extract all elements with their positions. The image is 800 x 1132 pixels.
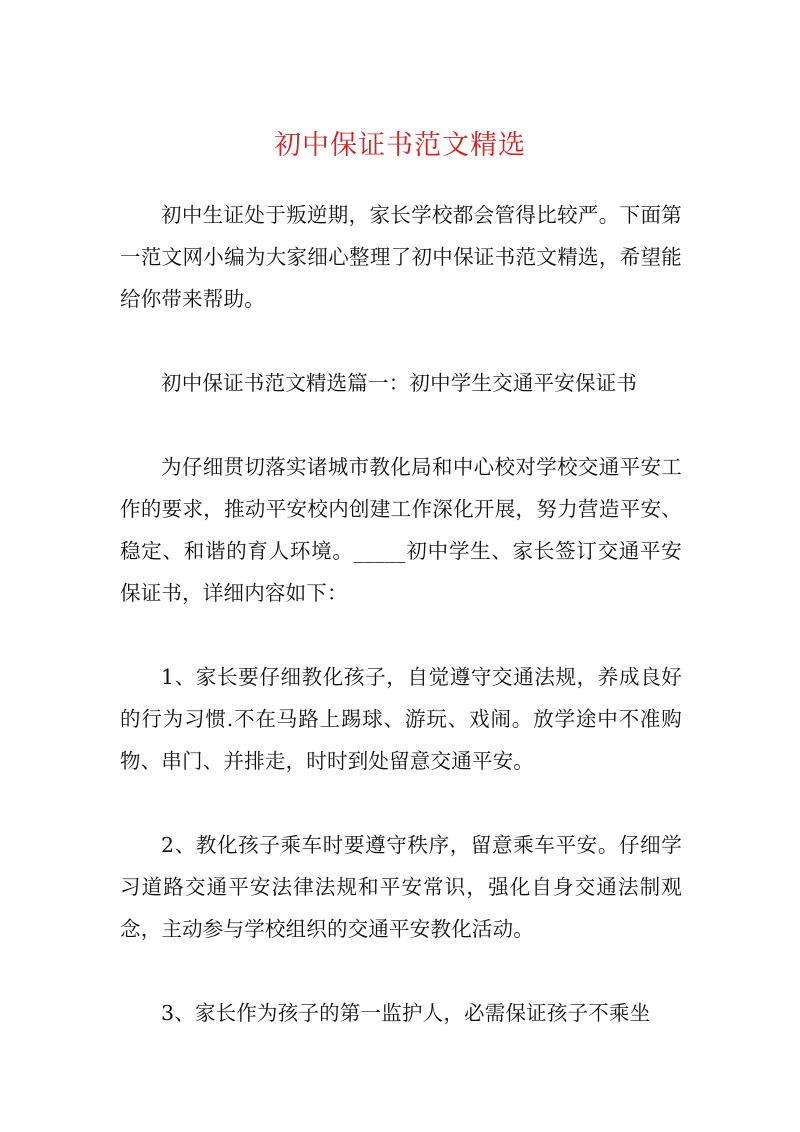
- list-item-2: 2、教化孩子乘车时要遵守秩序，留意乘车平安。仔细学习道路交通平安法律法规和平安常识，强化自身交通法制观念，主动参与学校组织的交通平安教化活动。: [120, 833, 682, 941]
- body-paragraph: 为仔细贯切落实诸城市教化局和中心校对学校交通平安工作的要求，推动平安校内创建工作深化开展，努力营造平安、稳定、和谐的育人环境。_____初中学生、家长签订交通平安保证书，详细内容如下：: [120, 455, 682, 605]
- list-item-3: 3、家长作为孩子的第一监护人，必需保证孩子不乘坐: [161, 1001, 651, 1025]
- intro-paragraph: 初中生证处于叛逆期，家长学校都会管得比较严。下面第一范文网小编为大家细心整理了初中保证书范文精选，希望能给你带来帮助。: [120, 203, 682, 311]
- section-heading: 初中保证书范文精选篇一：初中学生交通平安保证书: [161, 371, 638, 395]
- document-title: 初中保证书范文精选: [274, 130, 526, 161]
- list-item-1: 1、家长要仔细教化孩子，自觉遵守交通法规，养成良好的行为习惯.不在马路上踢球、游玩、戏闹。放学途中不准购物、串门、并排走，时时到处留意交通平安。: [120, 665, 682, 773]
